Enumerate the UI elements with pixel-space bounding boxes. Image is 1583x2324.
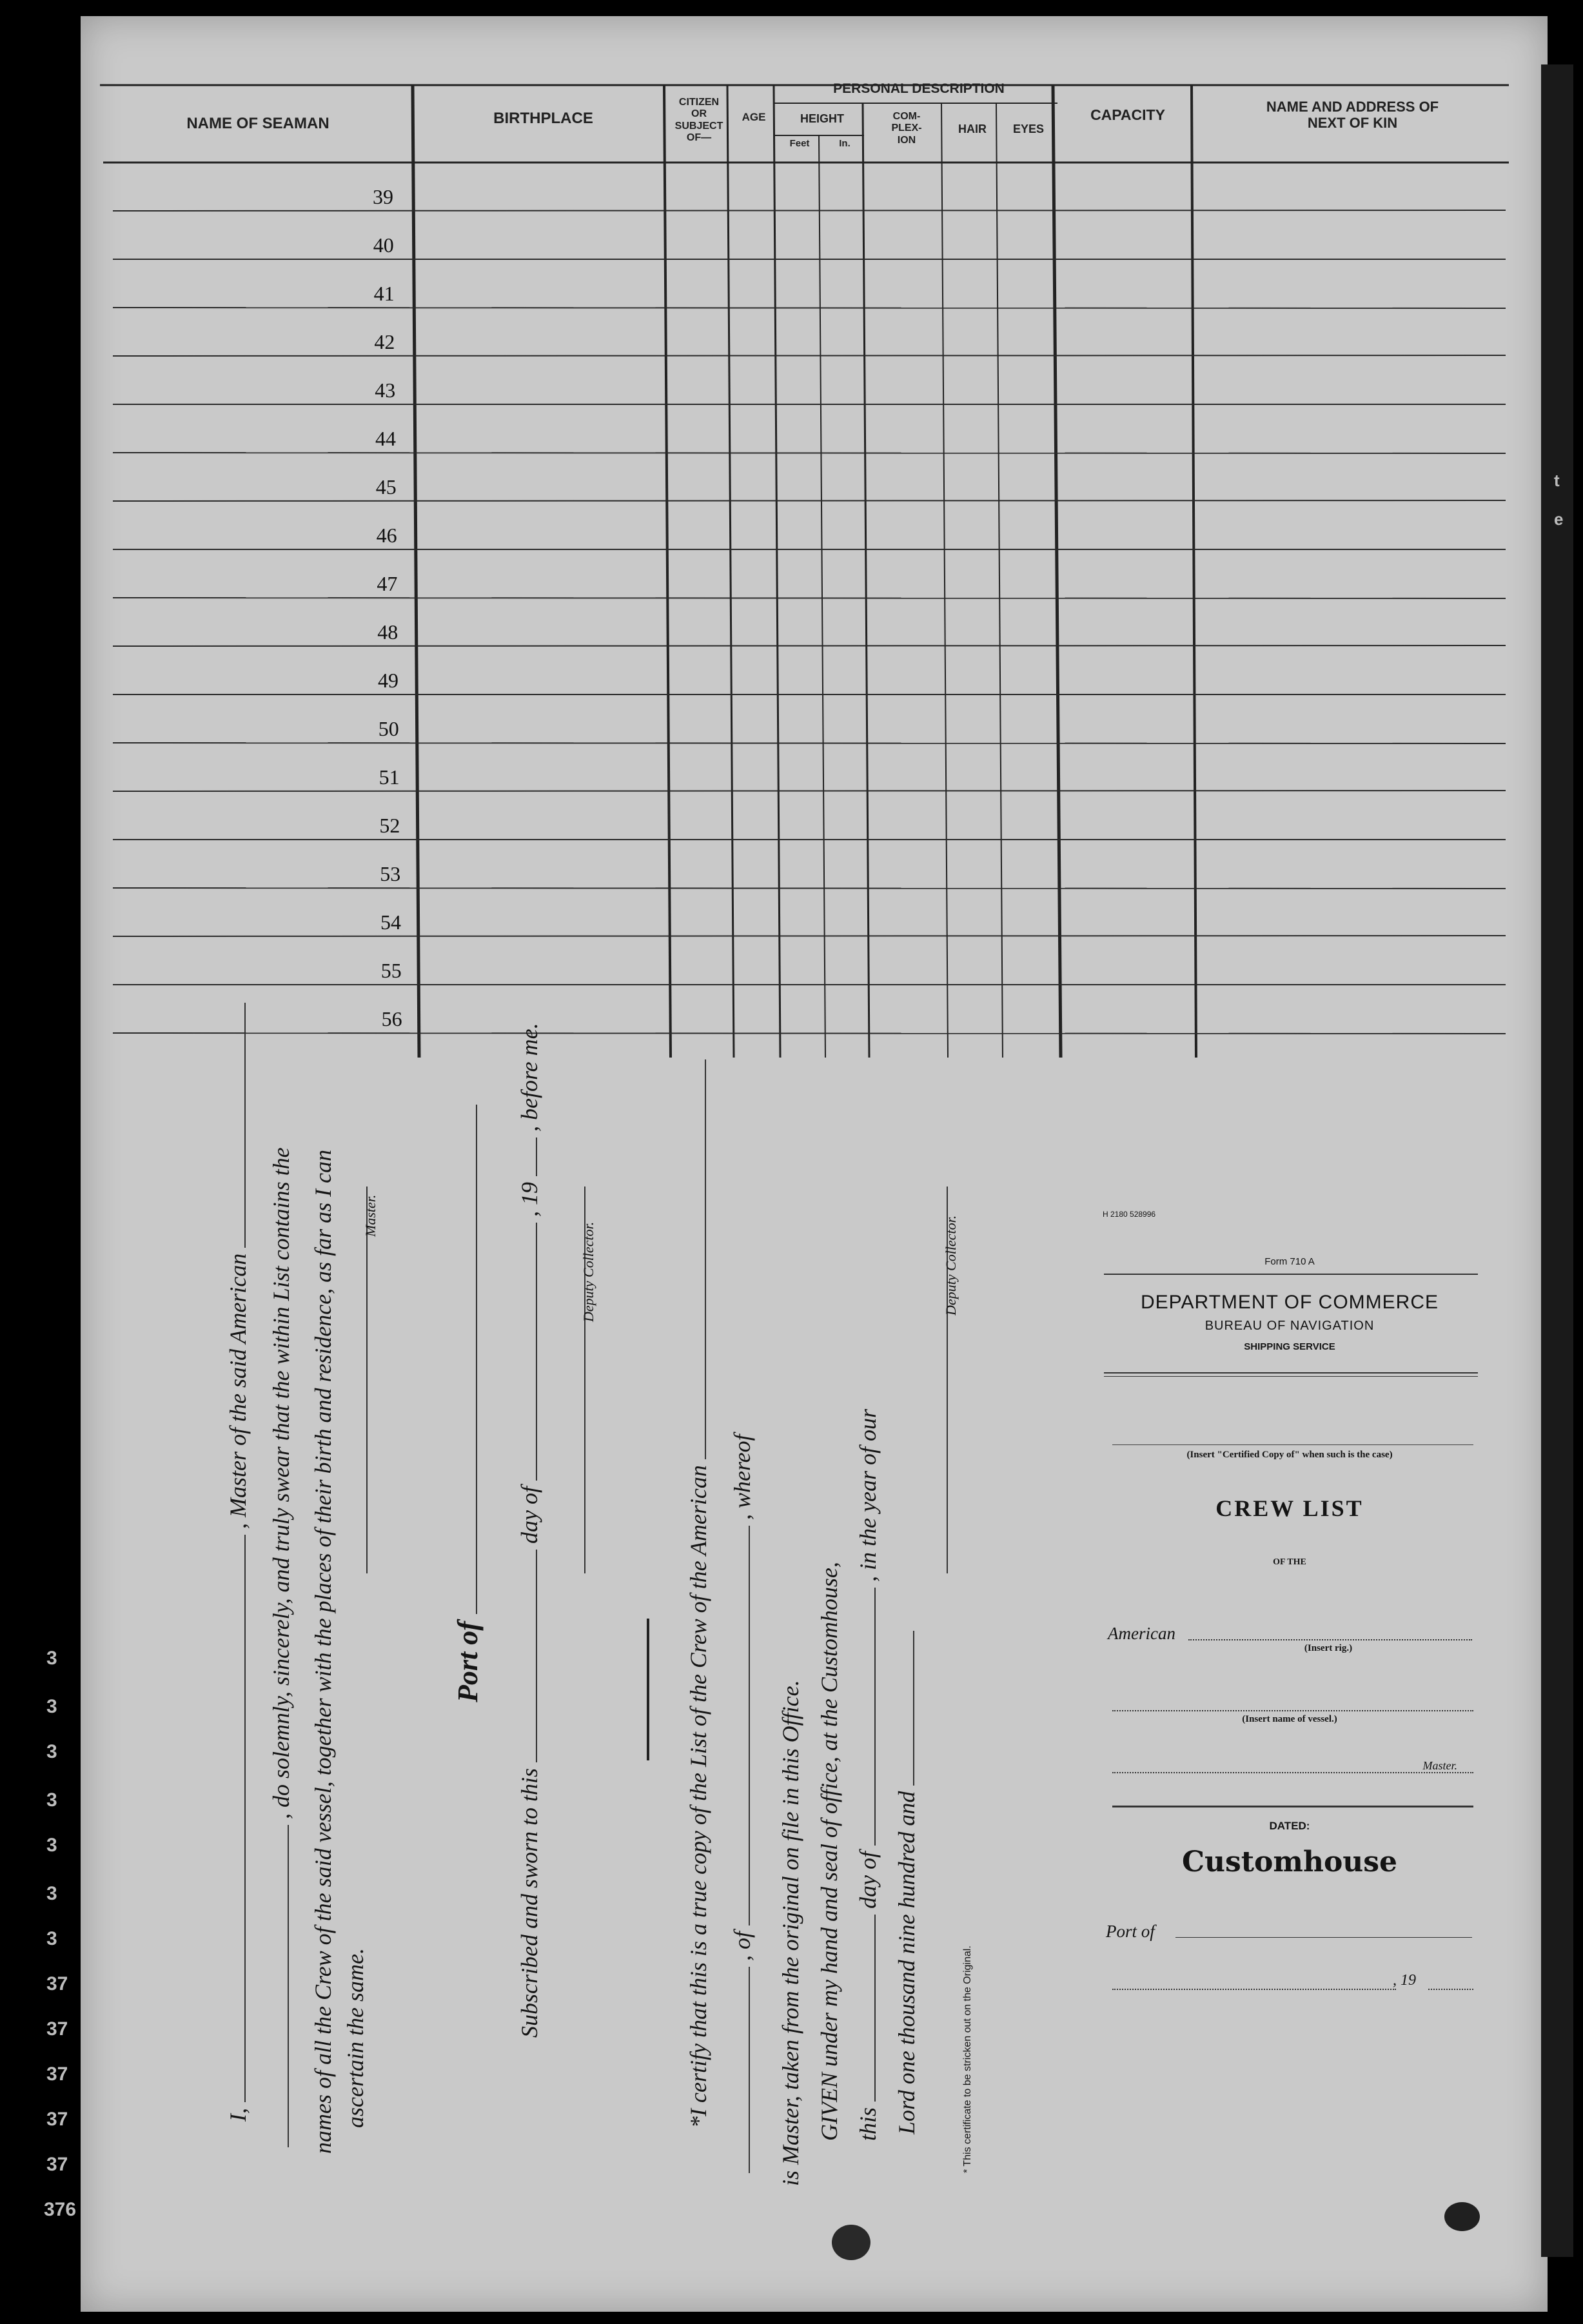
cert-line-1 [685, 1059, 712, 2128]
table-row-number: 39 [373, 185, 393, 208]
header-personal-description: PERSONAL DESCRIPTION [833, 81, 1005, 96]
header-complexion-line: ION [897, 134, 916, 146]
oath-line-4: ascertain the same. [342, 1948, 368, 2128]
header-eyes: EYES [1012, 123, 1045, 135]
edge-mark: t [1554, 471, 1560, 490]
department-title: DEPARTMENT OF COMMERCE [1140, 1292, 1439, 1313]
margin-number: 3 [46, 1883, 57, 1904]
ink-stain [832, 2225, 870, 2260]
oath-line-2 [268, 1147, 295, 2147]
header-inches: In. [839, 138, 850, 149]
header-age: AGE [742, 111, 766, 123]
rig-blank[interactable] [244, 1003, 246, 1248]
table-row-number: 40 [373, 233, 394, 257]
header-citizen-line: OF— [686, 132, 712, 144]
insert-vessel-note: (Insert name of vessel.) [1242, 1714, 1337, 1724]
table-row-line [113, 888, 1506, 889]
margin-number: 3 [46, 1835, 57, 1856]
table-row-number: 43 [375, 379, 396, 402]
cert-line-6 [893, 1631, 920, 2134]
cert-line-4: GIVEN under my hand and seal of office, at the Customhouse, [816, 1562, 842, 2141]
oath-i: I, [225, 2108, 251, 2122]
margin-number: 376 [44, 2199, 77, 2220]
oath-master-of: , Master of the said American [225, 1253, 251, 1529]
cert-whereof: , whereof [729, 1434, 755, 1520]
table-row-number: 48 [377, 620, 398, 644]
bureau-title: BUREAU OF NAVIGATION [1204, 1319, 1375, 1333]
cert-line-5 [854, 1409, 881, 2141]
cert-rig-blank[interactable] [705, 1059, 706, 1459]
oath-swear-text: , do solemnly, sincerely, and truly swear that the within List contains the [268, 1147, 294, 1819]
header-citizen-line: SUBJECT [674, 120, 723, 132]
crew-list-title: CREW LIST [1215, 1495, 1364, 1521]
insert-rig-note: (Insert rig.) [1304, 1643, 1353, 1653]
cert-port-blank[interactable] [749, 1526, 750, 1925]
table-row-line [113, 645, 1506, 646]
cert-lord: Lord one thousand nine hundred and [894, 1791, 919, 2134]
cert-line-1-text: *I certify that this is a true copy of the List of the Crew of the American [685, 1465, 711, 2128]
service-title: SHIPPING SERVICE [1244, 1341, 1335, 1352]
oath-before-me: , before me. [516, 1023, 542, 1132]
dated-label: DATED: [1269, 1820, 1310, 1832]
vessel-name-blank[interactable] [288, 1825, 289, 2147]
oath-port-of [451, 1105, 484, 1702]
crew-table-grid [0, 0, 1583, 1064]
header-complexion-line: PLEX- [891, 123, 922, 134]
margin-number: 3 [46, 1648, 57, 1669]
oath-port-of-label: Port of [452, 1621, 484, 1702]
margin-number: 37 [46, 1973, 68, 1994]
header-complexion-line: COM- [892, 111, 921, 122]
table-row-line [113, 355, 1506, 356]
oath-line-3: names of all the Crew of the said vessel, together with the places of their birth and residence, as far as I can [310, 1149, 336, 2154]
vessel-name-input[interactable] [1112, 1710, 1473, 1711]
margin-number: 37 [46, 2154, 68, 2175]
margin-number: 3 [46, 1789, 57, 1811]
cert-month-blank[interactable] [874, 1588, 876, 1846]
cert-this: this [855, 2107, 881, 2141]
oath-subscribed-label: Subscribed and sworn to this [516, 1768, 542, 2038]
header-complexion [868, 111, 945, 146]
customhouse-title: Customhouse [1181, 1846, 1398, 1878]
section-divider [647, 1619, 649, 1760]
table-row-number: 56 [381, 1007, 402, 1030]
master-signature-line[interactable] [366, 1187, 368, 1573]
of-the-label: OF THE [1273, 1557, 1306, 1567]
year-input[interactable] [1428, 1989, 1473, 1990]
form-rule [1104, 1372, 1478, 1374]
header-next-of-kin [1196, 99, 1509, 132]
date-input[interactable] [1112, 1989, 1396, 1990]
ink-stain [1444, 2202, 1480, 2231]
cert-day-of: day of [855, 1851, 881, 1909]
port-input[interactable] [1175, 1937, 1472, 1938]
table-row-number: 52 [379, 814, 400, 837]
margin-number: 37 [46, 2063, 68, 2085]
margin-number: 37 [46, 2109, 68, 2130]
table-row-line [113, 500, 1506, 501]
form-number: Form 710 A [1264, 1256, 1315, 1267]
header-citizen-line: CITIZEN [678, 97, 720, 108]
table-row-number: 42 [374, 330, 395, 353]
oath-line-1 [224, 1003, 251, 2122]
header-citizen-line: OR [691, 108, 707, 120]
master-name-blank[interactable] [244, 1535, 246, 2102]
cert-of: , of [729, 1931, 755, 1961]
header-feet: Feet [789, 138, 810, 149]
table-row-number: 47 [377, 572, 398, 595]
cert-year-blank[interactable] [913, 1631, 914, 1786]
table-row-number: 53 [380, 862, 401, 885]
oath-master-label: Master. [362, 1194, 379, 1237]
oath-month-blank[interactable] [536, 1223, 537, 1481]
cert-line-3: is Master, taken from the original on file in this Office. [778, 1680, 803, 2186]
cert-line-2 [729, 1434, 756, 2173]
table-row-number: 50 [378, 717, 399, 740]
oath-day-blank[interactable] [536, 1550, 537, 1762]
oath-port-blank[interactable] [476, 1105, 477, 1614]
header-hair: HAIR [958, 123, 987, 135]
cert-footnote: * This certificate to be stricken out on the Original. [962, 1945, 973, 2173]
certified-note: (Insert "Certified Copy of" when such is the case) [1186, 1450, 1393, 1460]
printer-code: H 2180 528996 [1103, 1210, 1156, 1219]
certified-copy-blank[interactable] [1112, 1444, 1473, 1445]
margin-number: 37 [46, 2018, 68, 2040]
margin-number: 3 [46, 1928, 57, 1949]
header-name-of-seaman: NAME OF SEAMAN [186, 115, 329, 132]
form-rule [1104, 1376, 1478, 1377]
header-next-of-kin-line: NAME AND ADDRESS OF [1266, 99, 1439, 115]
oath-subscribed [516, 1023, 543, 2038]
oath-deputy-collector: Deputy Collector. [580, 1221, 596, 1322]
form-rule [1112, 1806, 1473, 1807]
header-height: HEIGHT [800, 112, 844, 125]
oath-year-blank[interactable] [536, 1137, 537, 1176]
table-row-number: 55 [380, 959, 402, 982]
master-label: Master. [1422, 1759, 1457, 1772]
margin-number: 3 [46, 1741, 57, 1762]
header-birthplace: BIRTHPLACE [493, 110, 593, 127]
table-row-number: 44 [375, 427, 396, 450]
table-row-number: 49 [378, 669, 398, 692]
year-label: , 19 [1393, 1972, 1416, 1989]
cert-vessel-blank[interactable] [749, 1967, 750, 2173]
table-row-number: 51 [379, 765, 400, 789]
table-row-number: 45 [375, 475, 397, 498]
rig-input[interactable] [1188, 1639, 1472, 1640]
header-next-of-kin-line: NEXT OF KIN [1307, 115, 1398, 132]
table-row-line [113, 210, 1506, 211]
header-capacity: CAPACITY [1090, 106, 1165, 123]
header-citizen [668, 97, 730, 144]
table-row-line [113, 1033, 1506, 1034]
cert-day-blank[interactable] [874, 1915, 876, 2102]
port-of-label: Port of [1106, 1922, 1155, 1941]
table-row-number: 54 [380, 911, 401, 934]
oath-year: , 19 [516, 1181, 542, 1217]
american-label: American [1108, 1624, 1175, 1643]
cert-year-of-our: , in the year of our [855, 1409, 881, 1582]
edge-mark: e [1554, 509, 1564, 529]
cert-deputy-collector: Deputy Collector. [943, 1215, 959, 1315]
form-rule [1104, 1274, 1478, 1275]
table-row-number: 46 [376, 524, 397, 547]
margin-number: 3 [46, 1696, 57, 1717]
table-row-number: 41 [373, 282, 395, 305]
oath-day-of: day of [516, 1486, 542, 1544]
